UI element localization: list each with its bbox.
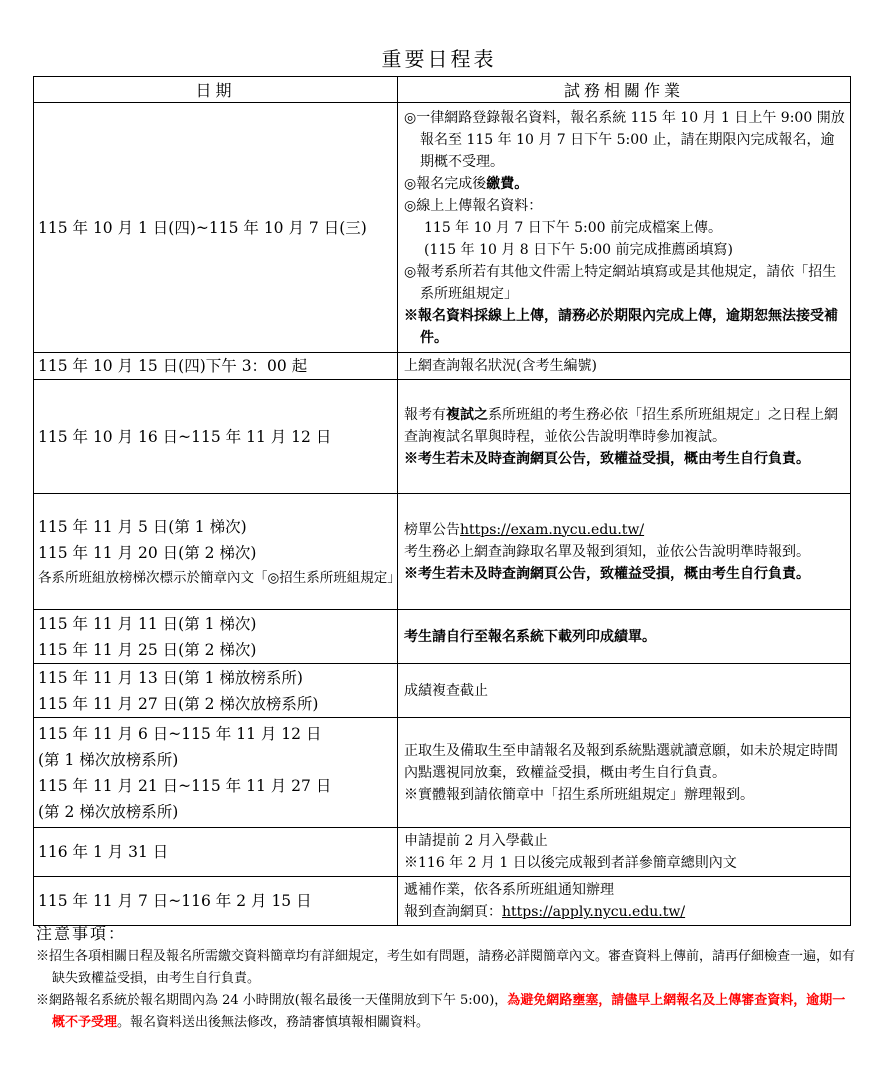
work-text: ◎一律網路登錄報名資料，報名系統 115 年 10 月 1 日上午 9:00 開放報名至 115 年 10 月 7 日下午 5:00 止，請在期限內完成報名，逾期概不受理。: [404, 109, 845, 170]
page-title: 重要日程表: [381, 47, 497, 71]
date-note: 各系所班組放榜梯次標示於簡章內文「◎招生系所班組規定」: [38, 569, 401, 586]
work-text: ◎報考系所若有其他文件需上特定網站填寫或是其他規定，請依「招生系所班組規定」: [404, 263, 837, 302]
date-cell: [34, 664, 398, 718]
warning-text: ※考生若未及時查詢網頁公告，致權益受損，概由考生自行負責。: [404, 565, 810, 582]
date-text: 115 年 11 月 25 日(第 2 梯次): [38, 640, 257, 659]
work-cell: [398, 380, 851, 494]
date-text: 115 年 10 月 15 日(四)下午 3：00 起: [38, 357, 308, 375]
date-cell: [34, 877, 398, 926]
apply-link[interactable]: https://apply.nycu.edu.tw/: [502, 904, 686, 920]
red-warning-text: 為避免網路壅塞，請儘早上網報名及上傳審查資料，逾期一概不予受理: [52, 993, 846, 1030]
work-cell: [398, 353, 851, 380]
work-text: 上網查詢報名狀況(含考生編號): [404, 358, 597, 374]
date-text: 115 年 11 月 5 日(第 1 梯次): [38, 517, 247, 536]
table-row: [34, 610, 851, 664]
date-cell: [34, 610, 398, 664]
work-text: 榜單公告https://exam.nycu.edu.tw/: [404, 521, 645, 538]
work-text: 報到查詢網頁：https://apply.nycu.edu.tw/: [404, 904, 686, 920]
work-cell: [398, 494, 851, 610]
work-text: 成績複查截止: [404, 682, 488, 699]
date-cell: [34, 103, 398, 353]
table-row: [34, 877, 851, 926]
work-text: ◎線上上傳報名資料：: [404, 197, 543, 214]
notes-section: [36, 922, 856, 1034]
date-text: 115 年 11 月 6 日~115 年 11 月 12 日: [38, 724, 322, 743]
date-cell: [34, 828, 398, 877]
date-cell: [34, 380, 398, 494]
table-header-row: [34, 77, 851, 103]
notes-title: 注意事項：: [36, 924, 127, 943]
date-text: 115 年 10 月 16 日~115 年 11 月 12 日: [38, 427, 332, 446]
date-cell: [34, 718, 398, 828]
work-text: ※實體報到請依簡章中「招生系所班組規定」辦理報到。: [404, 786, 754, 803]
date-text: 115 年 11 月 20 日(第 2 梯次): [38, 543, 257, 562]
work-text: 考生務必上網查詢錄取名單及報到須知，並依公告說明準時報到。: [404, 543, 810, 560]
date-text: (第 2 梯次放榜系所): [38, 802, 179, 821]
table-row: [34, 380, 851, 494]
table-row: [34, 718, 851, 828]
schedule-table: [33, 76, 851, 926]
date-cell: [34, 353, 398, 380]
note-item: ※招生各項相關日程及報名所需繳交資料簡章均有詳細規定，考生如有問題，請務必詳閱簡章內文。審查資料上傳前，請再仔細檢查一遍，如有缺失致權益受損，由考生自行負責。: [36, 949, 856, 986]
date-text: 115 年 11 月 11 日(第 1 梯次): [38, 614, 257, 633]
work-text: 115 年 10 月 7 日下午 5:00 前完成檔案上傳。: [424, 219, 723, 236]
date-text: (第 1 梯次放榜系所): [38, 750, 179, 769]
date-text: 115 年 11 月 27 日(第 2 梯次放榜系所): [38, 694, 319, 713]
date-text: 115 年 11 月 21 日~115 年 11 月 27 日: [38, 776, 332, 795]
work-cell: [398, 828, 851, 877]
work-cell: [398, 610, 851, 664]
work-text: ※116 年 2 月 1 日以後完成報到者詳參簡章總則內文: [404, 855, 737, 871]
work-cell: [398, 103, 851, 353]
work-cell: [398, 877, 851, 926]
exam-link[interactable]: https://exam.nycu.edu.tw/: [460, 521, 645, 538]
table-row: [34, 664, 851, 718]
table-row: [34, 494, 851, 610]
date-cell: [34, 494, 401, 610]
header-work: 試務相關作業: [398, 77, 851, 103]
warning-text: ※報名資料採線上上傳，請務必於期限內完成上傳，逾期恕無法接受補件。: [404, 307, 838, 346]
work-text: 報考有複試之系所班組的考生務必依「招生系所班組規定」之日程上網查詢複試名單與時程，並依公告說明準時參加複試。: [404, 406, 838, 445]
date-text: 115 年 10 月 1 日(四)~115 年 10 月 7 日(三): [38, 218, 367, 237]
work-text: (115 年 10 月 8 日下午 5:00 前完成推薦函填寫): [424, 241, 733, 258]
date-text: 116 年 1 月 31 日: [38, 843, 169, 861]
work-cell: [398, 664, 851, 718]
work-cell: [398, 718, 851, 828]
work-text: 申請提前 2 月入學截止: [404, 833, 548, 849]
table-row: [34, 103, 851, 353]
table-row: [34, 353, 851, 380]
work-text: 考生請自行至報名系統下載列印成績單。: [404, 628, 656, 645]
date-text: 115 年 11 月 13 日(第 1 梯放榜系所): [38, 668, 303, 687]
warning-text: ※考生若未及時查詢網頁公告，致權益受損，概由考生自行負責。: [404, 450, 810, 467]
date-text: 115 年 11 月 7 日~116 年 2 月 15 日: [38, 892, 312, 910]
work-text: 正取生及備取生至申請報名及報到系統點選就讀意願，如未於規定時間內點選視同放棄，致權益受損，概由考生自行負責。: [404, 742, 838, 781]
work-text: 遞補作業，依各系所班組通知辦理: [404, 882, 614, 898]
work-text: ◎報名完成後繳費。: [404, 175, 529, 192]
header-date: 日期: [34, 77, 398, 103]
table-row: [34, 828, 851, 877]
note-item: ※網路報名系統於報名期間內為 24 小時開放(報名最後一天僅開放到下午 5:00)，為避免網路壅塞，請儘早上網報名及上傳審查資料，逾期一概不予受理。報名資料送出後無法修改，務請審慎填報相關資料。: [36, 993, 846, 1030]
